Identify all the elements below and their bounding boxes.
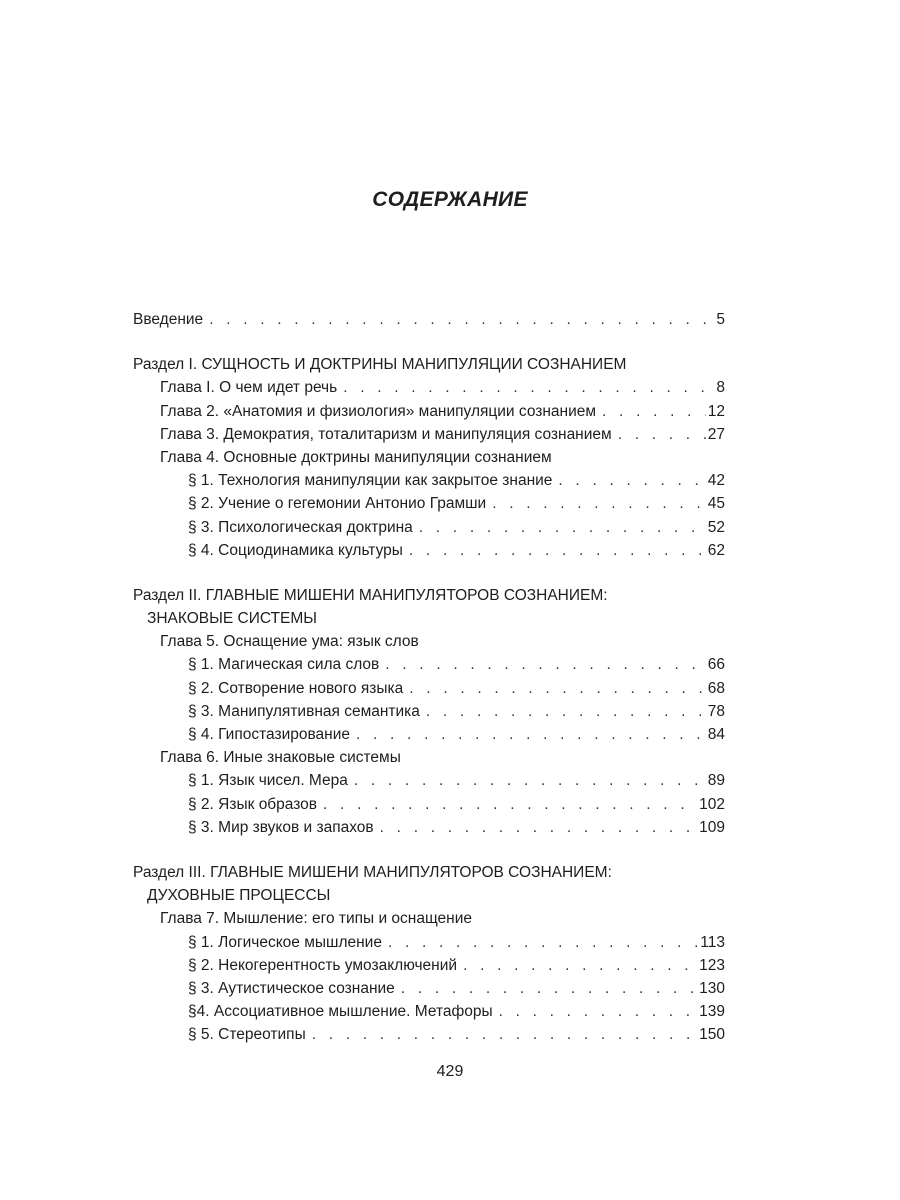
entry-title: Глава 3. Демократия, тоталитаризм и манипуляция сознанием bbox=[160, 425, 612, 443]
dot-leader bbox=[499, 1000, 698, 1023]
dot-leader bbox=[401, 977, 697, 1000]
entry-title: Глава 5. Оснащение ума: язык слов bbox=[160, 633, 419, 651]
toc-section-continued[interactable] bbox=[133, 607, 725, 630]
entry-title: Раздел III. ГЛАВНЫЕ МИШЕНИ МАНИПУЛЯТОРОВ СОЗНАНИЕМ: bbox=[133, 863, 612, 881]
toc-chapter[interactable] bbox=[133, 423, 725, 446]
dot-leader bbox=[426, 700, 706, 723]
toc-paragraph[interactable] bbox=[133, 769, 725, 792]
toc-heading: СОДЕРЖАНИЕ bbox=[372, 188, 528, 211]
dot-leader bbox=[385, 653, 705, 676]
toc-paragraph[interactable] bbox=[133, 977, 725, 1000]
entry-title: Глава 4. Основные доктрины манипуляции сознанием bbox=[160, 448, 552, 466]
entry-title: § 2. Некогерентность умозаключений bbox=[188, 956, 458, 974]
toc-paragraph[interactable] bbox=[133, 492, 725, 515]
entry-title: Глава I. О чем идет речь bbox=[160, 379, 338, 397]
entry-page: 78 bbox=[707, 702, 725, 720]
dot-leader bbox=[618, 423, 706, 446]
entry-title: § 1. Технология манипуляции как закрытое знание bbox=[188, 472, 553, 490]
dot-leader bbox=[419, 516, 706, 539]
entry-title: § 3. Манипулятивная семантика bbox=[188, 702, 420, 720]
dot-leader bbox=[409, 677, 705, 700]
entry-title: § 1. Язык чисел. Мера bbox=[188, 772, 348, 790]
spacer bbox=[133, 839, 725, 861]
entry-page: 130 bbox=[699, 979, 725, 997]
entry-page: 89 bbox=[707, 772, 725, 790]
entry-title: Раздел II. ГЛАВНЫЕ МИШЕНИ МАНИПУЛЯТОРОВ СОЗНАНИЕМ: bbox=[133, 586, 608, 604]
toc-section[interactable] bbox=[133, 353, 725, 376]
entry-page: 66 bbox=[707, 656, 725, 674]
entry-page: 62 bbox=[707, 541, 725, 559]
toc-section[interactable] bbox=[133, 584, 725, 607]
toc-paragraph[interactable] bbox=[133, 931, 725, 954]
entry-title: § 3. Психологическая доктрина bbox=[188, 518, 413, 536]
entry-title: Введение bbox=[133, 311, 204, 328]
toc-paragraph[interactable] bbox=[133, 723, 725, 746]
entry-page: 102 bbox=[699, 795, 725, 813]
entry-title: § 2. Сотворение нового языка bbox=[188, 679, 404, 697]
entry-page: 42 bbox=[707, 472, 725, 490]
dot-leader bbox=[209, 308, 714, 331]
dot-leader bbox=[323, 793, 697, 816]
toc-chapter[interactable] bbox=[133, 376, 725, 399]
entry-page: 139 bbox=[699, 1003, 725, 1021]
dot-leader bbox=[602, 400, 706, 423]
entry-title: Глава 6. Иные знаковые системы bbox=[160, 749, 401, 767]
entry-title: Глава 2. «Анатомия и физиология» манипуляции сознанием bbox=[160, 402, 597, 420]
entry-page: 45 bbox=[707, 495, 725, 513]
entry-page: 113 bbox=[700, 933, 725, 951]
dot-leader bbox=[380, 816, 697, 839]
dot-leader bbox=[388, 931, 698, 954]
entry-title: §4. Ассоциативное мышление. Метафоры bbox=[188, 1003, 493, 1021]
toc-paragraph[interactable] bbox=[133, 653, 725, 676]
toc-chapter[interactable] bbox=[133, 446, 725, 469]
toc-paragraph[interactable] bbox=[133, 516, 725, 539]
entry-page: 12 bbox=[707, 402, 725, 420]
toc-paragraph[interactable] bbox=[133, 816, 725, 839]
entry-title: § 4. Гипостазирование bbox=[188, 726, 351, 743]
entry-page: 5 bbox=[716, 311, 725, 328]
toc-paragraph[interactable] bbox=[133, 793, 725, 816]
entry-title: § 5. Стереотипы bbox=[188, 1026, 306, 1044]
entry-page: 68 bbox=[707, 679, 725, 697]
toc-chapter[interactable] bbox=[133, 746, 725, 769]
toc-paragraph[interactable] bbox=[133, 539, 725, 562]
dot-leader bbox=[343, 376, 714, 399]
toc-paragraph[interactable] bbox=[133, 469, 725, 492]
dot-leader bbox=[356, 723, 706, 746]
entry-title: ЗНАКОВЫЕ СИСТЕМЫ bbox=[147, 610, 317, 628]
toc-paragraph[interactable] bbox=[133, 1000, 725, 1023]
toc-paragraph[interactable] bbox=[133, 700, 725, 723]
entry-title: § 1. Логическое мышление bbox=[188, 933, 382, 951]
dot-leader bbox=[312, 1023, 697, 1046]
spacer bbox=[133, 562, 725, 584]
dot-leader bbox=[354, 769, 706, 792]
spacer bbox=[133, 331, 725, 353]
entry-title: § 4. Социодинамика культуры bbox=[188, 541, 403, 559]
toc-paragraph[interactable] bbox=[133, 954, 725, 977]
entry-title: Раздел I. СУЩНОСТЬ И ДОКТРИНЫ МАНИПУЛЯЦИИ СОЗНАНИЕМ bbox=[133, 356, 627, 374]
entry-title: § 1. Магическая сила слов bbox=[188, 656, 380, 674]
entry-title: § 3. Аутистическое сознание bbox=[188, 979, 395, 997]
entry-title: § 2. Язык образов bbox=[188, 795, 318, 813]
page-number: 429 bbox=[436, 1063, 464, 1080]
entry-page: 123 bbox=[699, 956, 725, 974]
dot-leader bbox=[492, 492, 706, 515]
toc-entry-intro[interactable] bbox=[133, 308, 725, 331]
dot-leader bbox=[409, 539, 706, 562]
entry-page: 27 bbox=[707, 425, 725, 443]
dot-leader bbox=[558, 469, 705, 492]
toc-chapter[interactable] bbox=[133, 630, 725, 653]
toc-paragraph[interactable] bbox=[133, 677, 725, 700]
table-of-contents bbox=[133, 308, 725, 1046]
toc-section[interactable] bbox=[133, 861, 725, 884]
toc-chapter[interactable] bbox=[133, 907, 725, 930]
dot-leader bbox=[463, 954, 697, 977]
entry-page: 52 bbox=[707, 518, 725, 536]
toc-section-continued[interactable] bbox=[133, 884, 725, 907]
entry-page: 109 bbox=[699, 818, 725, 836]
entry-title: § 3. Мир звуков и запахов bbox=[188, 818, 374, 836]
entry-page: 150 bbox=[699, 1026, 725, 1044]
toc-chapter[interactable] bbox=[133, 400, 725, 423]
toc-paragraph[interactable] bbox=[133, 1023, 725, 1046]
entry-title: Глава 7. Мышление: его типы и оснащение bbox=[160, 910, 473, 928]
entry-title: ДУХОВНЫЕ ПРОЦЕССЫ bbox=[147, 887, 331, 905]
entry-page: 8 bbox=[716, 379, 725, 397]
entry-page: 84 bbox=[707, 726, 725, 743]
entry-title: § 2. Учение о гегемонии Антонио Грамши bbox=[188, 495, 487, 513]
